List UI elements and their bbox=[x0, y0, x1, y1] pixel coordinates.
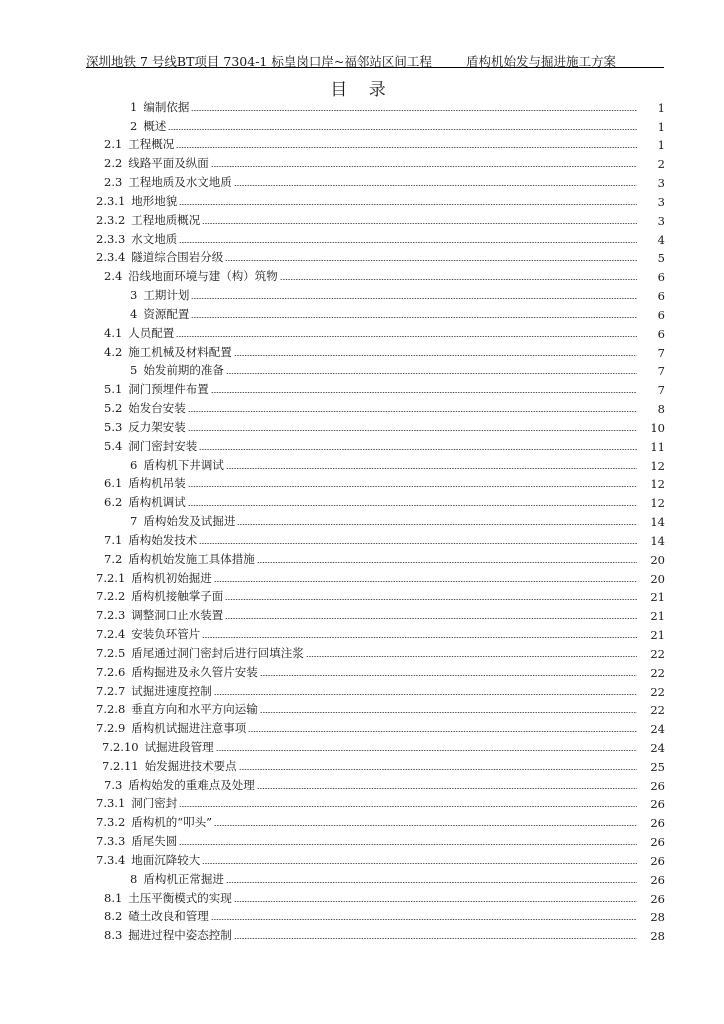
dot-leader bbox=[188, 430, 637, 431]
toc-entry[interactable] bbox=[96, 811, 665, 830]
toc-entry-page: 25 bbox=[650, 759, 665, 774]
toc-entry-text: 洞门密封安装 bbox=[128, 438, 198, 453]
toc-entry-page: 26 bbox=[650, 835, 665, 850]
dot-leader bbox=[214, 825, 637, 826]
toc-entry[interactable] bbox=[96, 717, 665, 736]
toc-entry-number: 7.2.1 bbox=[96, 570, 126, 585]
toc-entry-page: 2 bbox=[657, 157, 665, 172]
toc-entry-text: 盾构机接触掌子面 bbox=[131, 589, 224, 604]
dot-leader bbox=[225, 618, 637, 619]
toc-entry-number: 2.3.2 bbox=[96, 212, 126, 227]
toc-entry-text: 盾构始发技术 bbox=[128, 532, 198, 547]
toc-entry-text: 施工机械及材料配置 bbox=[128, 344, 232, 359]
toc-entry-text: 盾构机初始掘进 bbox=[131, 570, 212, 585]
toc-entry-label bbox=[96, 457, 226, 473]
toc-entry-number: 7.2.10 bbox=[102, 739, 139, 754]
dot-leader bbox=[216, 750, 637, 751]
dot-leader bbox=[248, 731, 637, 732]
toc-entry-label bbox=[96, 626, 202, 642]
toc-entry-text: 工程地质概况 bbox=[131, 212, 201, 227]
toc-entry-number: 5.1 bbox=[104, 382, 123, 397]
dot-leader bbox=[202, 637, 637, 638]
toc-entry-page: 22 bbox=[650, 684, 665, 699]
toc-entry-number: 5.4 bbox=[104, 438, 123, 453]
toc-entry[interactable] bbox=[96, 755, 665, 774]
toc-entry-text: 试掘进速度控制 bbox=[131, 683, 212, 698]
toc-entry-text: 地面沉降较大 bbox=[131, 852, 201, 867]
toc-entry-label bbox=[96, 758, 239, 774]
toc-entry-page: 28 bbox=[650, 929, 665, 944]
toc-entry-page: 3 bbox=[657, 213, 665, 228]
toc-entry-page: 3 bbox=[657, 194, 665, 209]
toc-entry[interactable] bbox=[96, 454, 665, 473]
toc-entry-label bbox=[96, 739, 216, 755]
toc-entry-number: 8.3 bbox=[104, 928, 123, 943]
dot-leader bbox=[306, 656, 637, 657]
toc-entry-text: 沿线地面环境与建（构）筑物 bbox=[128, 269, 278, 284]
toc-entry-label bbox=[96, 438, 199, 454]
toc-entry-label bbox=[96, 532, 199, 548]
toc-entry-label bbox=[96, 588, 225, 604]
toc-entry-number: 7.2.2 bbox=[96, 589, 126, 604]
page-header bbox=[86, 52, 664, 68]
toc-entry-page: 21 bbox=[650, 590, 665, 605]
toc-entry-label bbox=[96, 551, 257, 567]
dot-leader bbox=[199, 449, 637, 450]
dot-leader bbox=[176, 336, 637, 337]
dot-leader bbox=[188, 505, 637, 506]
dot-leader bbox=[199, 543, 637, 544]
toc-entry-label bbox=[96, 664, 260, 680]
toc-entry-number: 7.2.8 bbox=[96, 702, 126, 717]
toc-entry[interactable] bbox=[96, 341, 665, 360]
toc-entry-page: 22 bbox=[650, 703, 665, 718]
toc-entry-label bbox=[96, 513, 237, 529]
toc-entry-page: 4 bbox=[657, 232, 665, 247]
toc-entry[interactable] bbox=[96, 699, 665, 718]
toc-entry-label bbox=[96, 325, 176, 341]
header-rule bbox=[86, 67, 664, 68]
header-project-title: 深圳地铁 7 号线BT项目 7304-1 标皇岗口岸~福邻站区间工程 bbox=[86, 54, 432, 69]
toc-entry-number: 7.2.5 bbox=[96, 645, 126, 660]
toc-entry[interactable] bbox=[96, 397, 665, 416]
toc-entry-label bbox=[96, 795, 179, 811]
dot-leader bbox=[211, 392, 637, 393]
toc-entry-label bbox=[96, 287, 191, 303]
toc-entry-label bbox=[96, 381, 211, 397]
toc-entry-text: 盾构机调试 bbox=[128, 495, 186, 510]
toc-entry[interactable] bbox=[96, 265, 665, 284]
toc-entry-page: 8 bbox=[657, 402, 665, 417]
dot-leader bbox=[234, 938, 637, 939]
toc-entry-number: 5.3 bbox=[104, 419, 123, 434]
toc-entry-text: 编制依据 bbox=[143, 99, 190, 114]
toc-entry[interactable] bbox=[96, 548, 665, 567]
toc-entry-label bbox=[96, 814, 214, 830]
dot-leader bbox=[280, 279, 637, 280]
toc-entry[interactable] bbox=[96, 435, 665, 454]
toc-entry[interactable] bbox=[96, 642, 665, 661]
dot-leader bbox=[211, 166, 637, 167]
toc-entry-text: 试掘进段管理 bbox=[144, 739, 214, 754]
toc-entry[interactable] bbox=[96, 115, 665, 134]
dot-leader bbox=[179, 844, 637, 845]
toc-entry[interactable] bbox=[96, 228, 665, 247]
toc-entry-label bbox=[96, 136, 176, 152]
toc-entry-number: 7.2.7 bbox=[96, 683, 126, 698]
toc-entry-number: 6.2 bbox=[104, 495, 123, 510]
dot-leader bbox=[237, 524, 637, 525]
toc-entry-page: 26 bbox=[650, 853, 665, 868]
toc-entry-page: 6 bbox=[657, 326, 665, 341]
toc-entry-number: 7.2.3 bbox=[96, 608, 126, 623]
toc-entry-label bbox=[96, 249, 225, 265]
toc-entry-number: 7.2.6 bbox=[96, 664, 126, 679]
toc-entry-page: 11 bbox=[650, 439, 665, 454]
toc-entry-text: 概述 bbox=[143, 118, 167, 133]
dot-leader bbox=[191, 317, 637, 318]
dot-leader bbox=[188, 411, 637, 412]
toc-entry-label bbox=[96, 871, 226, 887]
dot-leader bbox=[234, 185, 637, 186]
toc-entry[interactable] bbox=[96, 491, 665, 510]
toc-entry-number: 2 bbox=[130, 118, 138, 133]
toc-entry-page: 24 bbox=[650, 740, 665, 755]
toc-entry-number: 2.2 bbox=[104, 156, 123, 171]
toc-entry-number: 7.3.3 bbox=[96, 834, 126, 849]
header-document-title: 盾构机始发与掘进施工方案 bbox=[466, 54, 617, 69]
toc-entry-page: 7 bbox=[657, 383, 665, 398]
toc-entry[interactable] bbox=[96, 887, 665, 906]
toc-entry-page: 12 bbox=[650, 496, 665, 511]
toc-entry-page: 14 bbox=[650, 515, 665, 530]
toc-entry-label bbox=[96, 852, 202, 868]
toc-entry-page: 26 bbox=[650, 797, 665, 812]
toc-entry-text: 盾构掘进及永久管片安装 bbox=[131, 664, 258, 679]
toc-entry-label bbox=[96, 720, 248, 736]
dot-leader bbox=[179, 204, 637, 205]
toc-entry[interactable] bbox=[96, 830, 665, 849]
toc-entry-text: 始发前期的准备 bbox=[143, 363, 224, 378]
dot-leader bbox=[260, 675, 637, 676]
toc-entry-page: 26 bbox=[650, 872, 665, 887]
toc-entry[interactable] bbox=[96, 586, 665, 605]
dot-leader bbox=[226, 373, 637, 374]
toc-entry-number: 2.3.3 bbox=[96, 231, 126, 246]
toc-entry-text: 工程概况 bbox=[128, 137, 175, 152]
toc-entry-page: 22 bbox=[650, 646, 665, 661]
toc-entry-label bbox=[96, 494, 188, 510]
toc-entry-number: 3 bbox=[130, 288, 138, 303]
toc-entry-page: 28 bbox=[650, 910, 665, 925]
toc-entry-number: 2.3.4 bbox=[96, 250, 126, 265]
toc-entry[interactable] bbox=[96, 190, 665, 209]
toc-entry-label bbox=[96, 701, 260, 717]
toc-entry-text: 隧道综合围岩分级 bbox=[131, 250, 224, 265]
dot-leader bbox=[188, 486, 637, 487]
toc-entry-label bbox=[96, 890, 234, 906]
toc-entry-text: 盾构始发及试掘进 bbox=[143, 514, 236, 529]
toc-entry-label bbox=[96, 683, 214, 699]
toc-entry-text: 盾尾失圆 bbox=[131, 834, 178, 849]
toc-entry-number: 7.3.4 bbox=[96, 852, 126, 867]
toc-entry[interactable] bbox=[96, 171, 665, 190]
toc-entry-text: 调整洞口止水装置 bbox=[131, 608, 224, 623]
dot-leader bbox=[211, 919, 637, 920]
toc-entry-label bbox=[96, 400, 188, 416]
toc-entry[interactable] bbox=[96, 661, 665, 680]
toc-entry-text: 始发台安装 bbox=[128, 401, 186, 416]
dot-leader bbox=[214, 694, 637, 695]
toc-entry-label bbox=[96, 155, 211, 171]
dot-leader bbox=[234, 355, 637, 356]
toc-entry-number: 8.1 bbox=[104, 890, 123, 905]
toc-entry-number: 2.3 bbox=[104, 175, 123, 190]
toc-entry-number: 7 bbox=[130, 514, 138, 529]
toc-entry-number: 7.1 bbox=[104, 532, 123, 547]
toc-entry-text: 盾尾通过洞门密封后进行回填注浆 bbox=[131, 645, 304, 660]
toc-entry-text: 工期计划 bbox=[143, 288, 190, 303]
toc-entry-number: 6 bbox=[130, 457, 138, 472]
dot-leader bbox=[214, 581, 637, 582]
toc-entry[interactable] bbox=[96, 868, 665, 887]
toc-entry-number: 2.4 bbox=[104, 269, 123, 284]
dot-leader bbox=[226, 882, 637, 883]
toc-entry-label bbox=[96, 174, 234, 190]
toc-entry-number: 8.2 bbox=[104, 909, 123, 924]
toc-entry-page: 12 bbox=[650, 477, 665, 492]
toc-entry-number: 7.2.11 bbox=[102, 758, 139, 773]
toc-entry-page: 3 bbox=[657, 176, 665, 191]
dot-leader bbox=[239, 769, 637, 770]
toc-entry-label bbox=[96, 362, 226, 378]
toc-entry-text: 盾构机吊装 bbox=[128, 476, 186, 491]
toc-entry-page: 24 bbox=[650, 722, 665, 737]
toc-entry-number: 7.3.1 bbox=[96, 796, 126, 811]
toc-entry-label bbox=[96, 344, 234, 360]
dot-leader bbox=[179, 806, 637, 807]
table-of-contents bbox=[96, 96, 665, 943]
toc-entry-page: 5 bbox=[657, 251, 665, 266]
toc-entry[interactable] bbox=[96, 604, 665, 623]
toc-entry-page: 26 bbox=[650, 778, 665, 793]
toc-entry[interactable] bbox=[96, 793, 665, 812]
toc-entry[interactable] bbox=[96, 247, 665, 266]
toc-entry[interactable] bbox=[96, 510, 665, 529]
dot-leader bbox=[168, 129, 637, 130]
toc-entry[interactable] bbox=[96, 736, 665, 755]
toc-entry-page: 14 bbox=[650, 533, 665, 548]
toc-entry-number: 8 bbox=[130, 871, 138, 886]
toc-entry-text: 线路平面及纵面 bbox=[128, 156, 209, 171]
dot-leader bbox=[176, 147, 637, 148]
toc-entry-label bbox=[96, 268, 280, 284]
toc-entry[interactable] bbox=[96, 680, 665, 699]
toc-entry-label bbox=[96, 927, 234, 943]
toc-entry-text: 洞门密封 bbox=[131, 796, 178, 811]
toc-entry-label bbox=[96, 231, 179, 247]
toc-entry-text: 盾构机试掘进注意事项 bbox=[131, 721, 247, 736]
toc-entry[interactable] bbox=[96, 924, 665, 943]
dot-leader bbox=[234, 901, 637, 902]
dot-leader bbox=[257, 562, 637, 563]
toc-entry-label bbox=[96, 570, 214, 586]
toc-entry-label bbox=[96, 777, 257, 793]
toc-entry[interactable] bbox=[96, 284, 665, 303]
toc-entry-number: 6.1 bbox=[104, 476, 123, 491]
dot-leader bbox=[179, 242, 637, 243]
dot-leader bbox=[191, 110, 637, 111]
toc-entry-text: 盾构始发的重难点及处理 bbox=[128, 777, 255, 792]
toc-entry-label bbox=[96, 118, 168, 134]
toc-entry[interactable] bbox=[96, 378, 665, 397]
toc-entry-number: 5 bbox=[130, 363, 138, 378]
toc-entry-text: 盾构机下井调试 bbox=[143, 457, 224, 472]
toc-entry-number: 7.2.4 bbox=[96, 627, 126, 642]
toc-entry-page: 26 bbox=[650, 891, 665, 906]
toc-entry-page: 21 bbox=[650, 609, 665, 624]
toc-entry-page: 20 bbox=[650, 571, 665, 586]
toc-entry-number: 5.2 bbox=[104, 401, 123, 416]
dot-leader bbox=[225, 599, 637, 600]
toc-entry-page: 10 bbox=[650, 420, 665, 435]
toc-entry[interactable] bbox=[96, 416, 665, 435]
toc-entry-label bbox=[96, 833, 179, 849]
toc-entry-text: 盾构机正常掘进 bbox=[143, 871, 224, 886]
dot-leader bbox=[191, 298, 637, 299]
toc-entry-page: 12 bbox=[650, 458, 665, 473]
toc-entry[interactable] bbox=[96, 774, 665, 793]
dot-leader bbox=[226, 468, 637, 469]
toc-entry[interactable] bbox=[96, 96, 665, 115]
toc-entry[interactable] bbox=[96, 322, 665, 341]
toc-entry-number: 7.2.9 bbox=[96, 721, 126, 736]
toc-entry[interactable] bbox=[96, 567, 665, 586]
toc-entry-number: 2.1 bbox=[104, 137, 123, 152]
dot-leader bbox=[260, 712, 637, 713]
dot-leader bbox=[257, 788, 637, 789]
toc-entry-page: 1 bbox=[657, 138, 665, 153]
toc-entry-page: 26 bbox=[650, 816, 665, 831]
toc-entry-label bbox=[96, 645, 306, 661]
toc-entry-text: 人员配置 bbox=[128, 325, 175, 340]
toc-entry-page: 6 bbox=[657, 270, 665, 285]
toc-entry-text: 资源配置 bbox=[143, 306, 190, 321]
toc-entry-text: 土压平衡模式的实现 bbox=[128, 890, 232, 905]
dot-leader bbox=[225, 260, 637, 261]
dot-leader bbox=[202, 223, 637, 224]
toc-entry[interactable] bbox=[96, 906, 665, 925]
toc-entry-label bbox=[96, 212, 202, 228]
dot-leader bbox=[202, 863, 637, 864]
toc-entry[interactable] bbox=[96, 209, 665, 228]
toc-entry-text: 洞门预埋件布置 bbox=[128, 382, 209, 397]
toc-entry-label bbox=[96, 99, 191, 115]
toc-entry-label bbox=[96, 908, 211, 924]
toc-entry-text: 始发掘进技术要点 bbox=[144, 758, 237, 773]
toc-entry-text: 碴土改良和管理 bbox=[128, 909, 209, 924]
toc-entry-page: 7 bbox=[657, 345, 665, 360]
toc-entry[interactable] bbox=[96, 623, 665, 642]
toc-entry-text: 安装负环管片 bbox=[131, 627, 201, 642]
toc-entry-number: 7.2 bbox=[104, 551, 123, 566]
toc-entry-text: 地形地貌 bbox=[131, 193, 178, 208]
toc-entry-text: 水文地质 bbox=[131, 231, 178, 246]
toc-entry-number: 4.1 bbox=[104, 325, 123, 340]
toc-entry-text: 工程地质及水文地质 bbox=[128, 175, 232, 190]
toc-entry-number: 4 bbox=[130, 306, 138, 321]
toc-entry[interactable] bbox=[96, 473, 665, 492]
toc-entry-number: 7.3.2 bbox=[96, 815, 126, 830]
toc-title: 目 录 bbox=[330, 80, 394, 100]
toc-entry-page: 1 bbox=[657, 100, 665, 115]
toc-entry-number: 7.3 bbox=[104, 777, 123, 792]
toc-entry-text: 掘进过程中姿态控制 bbox=[128, 928, 232, 943]
toc-entry-page: 21 bbox=[650, 628, 665, 643]
toc-entry-text: 盾构机的“叩头” bbox=[131, 815, 213, 830]
toc-entry[interactable] bbox=[96, 134, 665, 153]
toc-entry-number: 1 bbox=[130, 99, 138, 114]
toc-entry[interactable] bbox=[96, 529, 665, 548]
toc-entry-page: 6 bbox=[657, 289, 665, 304]
toc-entry[interactable] bbox=[96, 849, 665, 868]
toc-entry[interactable] bbox=[96, 360, 665, 379]
toc-entry-label bbox=[96, 419, 188, 435]
toc-entry-number: 4.2 bbox=[104, 344, 123, 359]
toc-entry-text: 盾构机始发施工具体措施 bbox=[128, 551, 255, 566]
toc-entry-text: 反力架安装 bbox=[128, 419, 186, 434]
toc-entry-page: 20 bbox=[650, 552, 665, 567]
toc-entry-number: 2.3.1 bbox=[96, 193, 126, 208]
toc-entry-text: 垂直方向和水平方向运输 bbox=[131, 702, 258, 717]
toc-entry-label bbox=[96, 475, 188, 491]
toc-entry[interactable] bbox=[96, 152, 665, 171]
toc-entry-page: 6 bbox=[657, 307, 665, 322]
toc-entry-label bbox=[96, 193, 179, 209]
toc-entry[interactable] bbox=[96, 303, 665, 322]
toc-entry-label bbox=[96, 607, 225, 623]
toc-entry-page: 1 bbox=[657, 119, 665, 134]
toc-entry-page: 7 bbox=[657, 364, 665, 379]
toc-entry-label bbox=[96, 306, 191, 322]
toc-entry-page: 22 bbox=[650, 665, 665, 680]
